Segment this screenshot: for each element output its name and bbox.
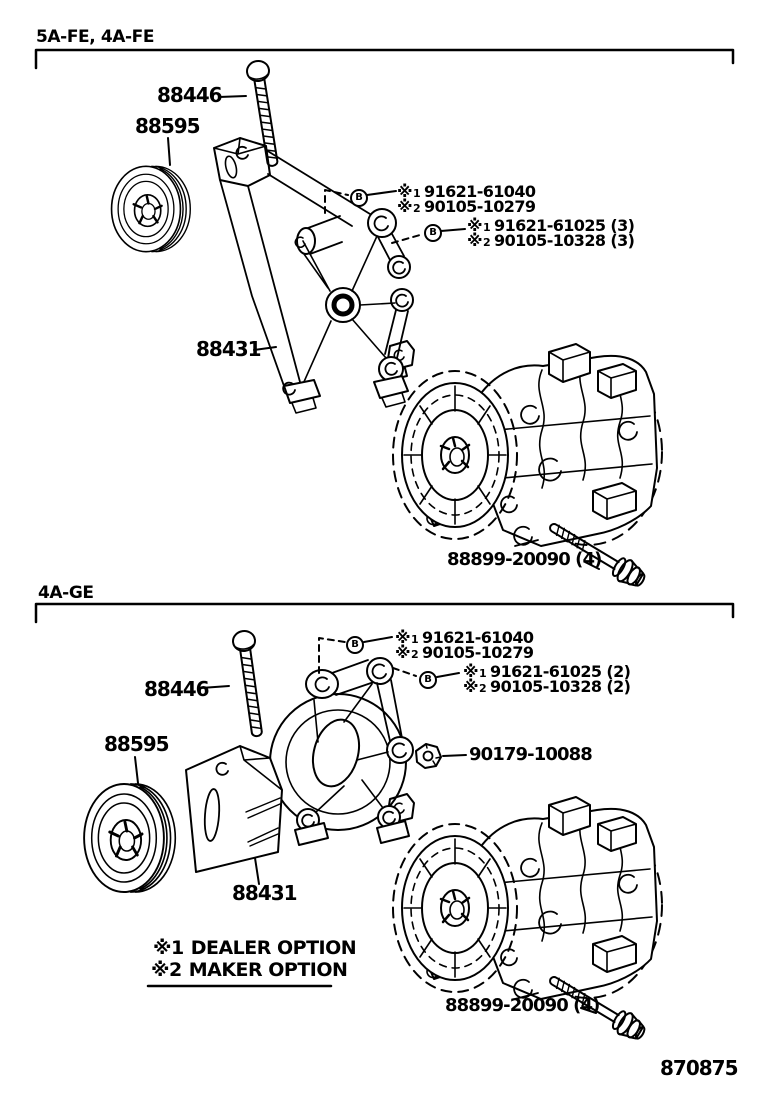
reference-mark: ※ — [467, 231, 482, 250]
part-label-bracket: 88431 — [232, 881, 297, 905]
fastener-label — [463, 679, 630, 695]
legend-text: DEALER OPTION — [190, 937, 357, 959]
bolt-marker-icon: B — [350, 189, 368, 207]
fastener-number: 91621-61040 — [424, 182, 536, 201]
part-label-compressor-bolt: 88899-20090 (4) — [447, 549, 602, 570]
reference-mark: ※ — [463, 662, 478, 681]
reference-mark: ※ — [397, 197, 412, 216]
reference-mark: ※ — [397, 182, 412, 201]
fastener-number: 91621-61025 (2) — [490, 662, 631, 681]
bolt-marker-icon: B — [346, 636, 364, 654]
part-label-pulley: 88595 — [104, 732, 169, 756]
reference-mark: ※1 — [153, 937, 184, 959]
reference-mark: ※ — [467, 216, 482, 235]
page-number: 870875 — [660, 1056, 738, 1080]
fastener-number: 91621-61040 — [422, 628, 534, 647]
fastener-label — [397, 199, 535, 215]
fastener-number: 90105-10279 — [424, 197, 536, 216]
fastener-number: 90105-10328 (2) — [490, 677, 631, 696]
reference-index: 1 — [478, 667, 487, 680]
fastener-number: 91621-61025 (3) — [494, 216, 635, 235]
reference-index: 1 — [410, 633, 419, 646]
reference-index: 2 — [482, 236, 491, 249]
reference-mark: ※ — [463, 677, 478, 696]
part-label-bolt: 88446 — [144, 677, 209, 701]
part-label-bolt: 88446 — [157, 83, 222, 107]
fastener-label — [395, 645, 533, 661]
fastener-number: 90105-10279 — [422, 643, 534, 662]
reference-index: 1 — [482, 221, 491, 234]
legend-note-maker-option — [151, 961, 347, 980]
reference-mark: ※2 — [151, 959, 182, 981]
reference-index: 2 — [478, 682, 487, 695]
legend-text: MAKER OPTION — [188, 959, 348, 981]
section-label-engines: 5A-FE, 4A-FE — [36, 27, 155, 47]
bolt-marker-icon: B — [424, 224, 442, 242]
fastener-label — [467, 233, 634, 249]
reference-mark: ※ — [395, 628, 410, 647]
legend-note-dealer-option — [153, 939, 356, 958]
part-label-pulley: 88595 — [135, 114, 200, 138]
part-label-nut: 90179-10088 — [469, 744, 592, 765]
reference-mark: ※ — [395, 643, 410, 662]
fastener-number: 90105-10328 (3) — [494, 231, 635, 250]
section-label-engines: 4A-GE — [38, 583, 94, 603]
bolt-marker-icon: B — [419, 671, 437, 689]
reference-index: 2 — [412, 202, 421, 215]
part-label-bracket: 88431 — [196, 337, 261, 361]
reference-index: 1 — [412, 187, 421, 200]
reference-index: 2 — [410, 648, 419, 661]
part-label-compressor-bolt: 88899-20090 (4) — [445, 995, 600, 1016]
